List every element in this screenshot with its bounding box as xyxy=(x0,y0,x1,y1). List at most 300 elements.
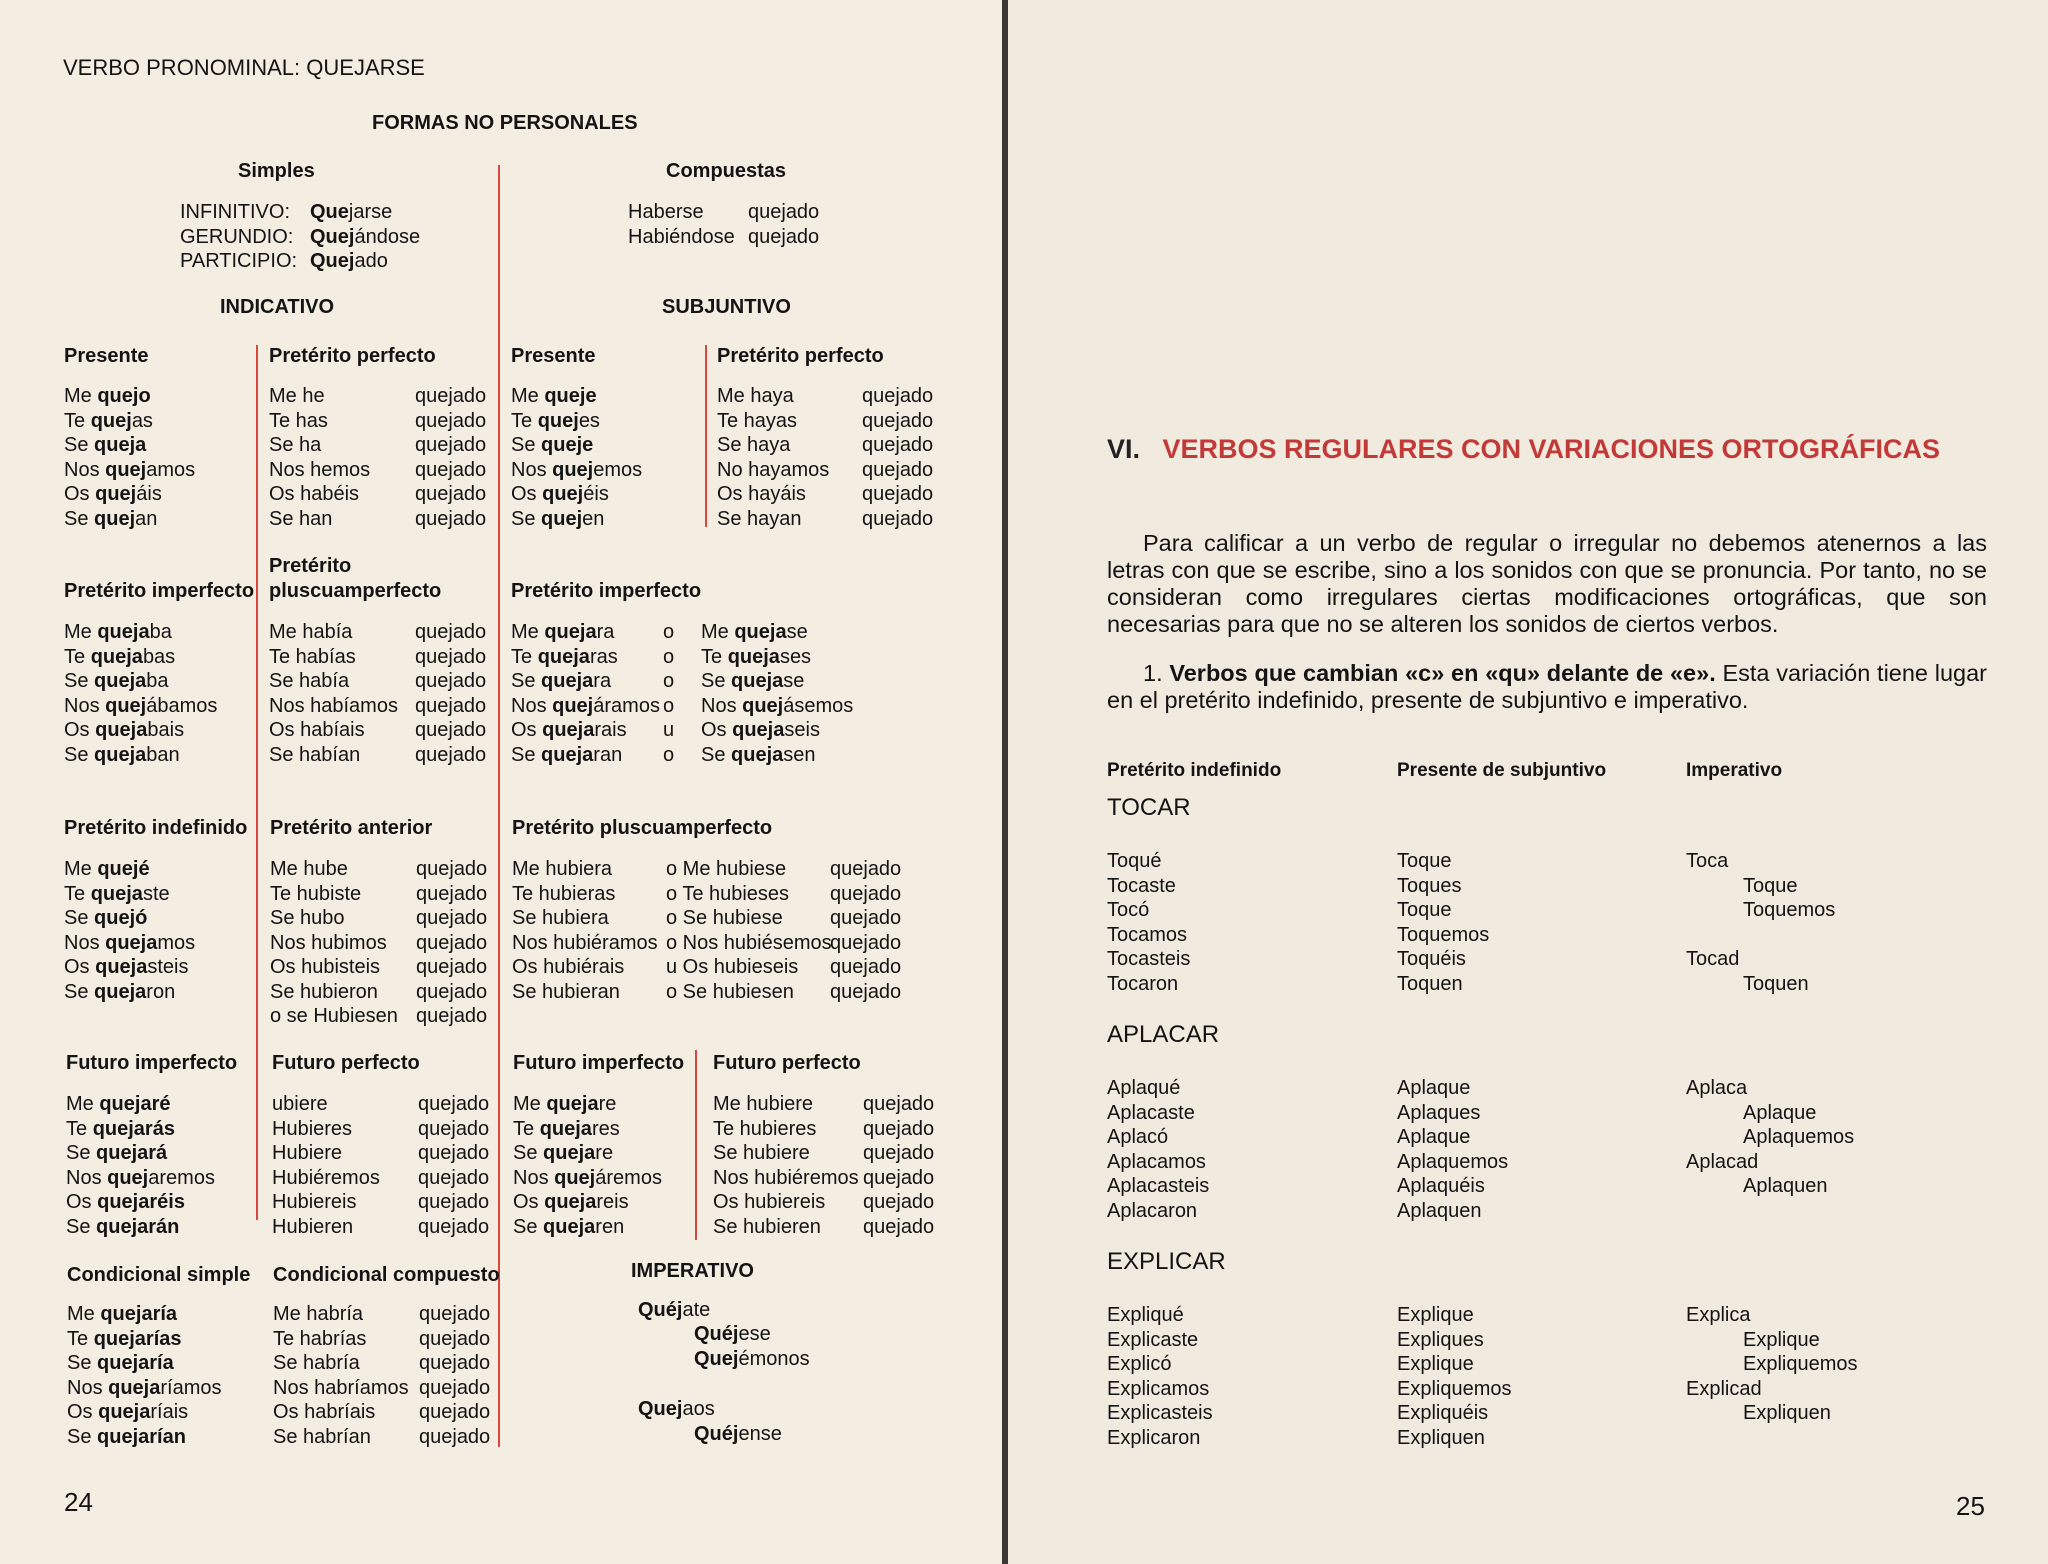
verb-ending: ásemos xyxy=(783,694,854,717)
participle: quejado xyxy=(415,694,487,717)
perfecto-ind-title: Pretérito perfecto xyxy=(269,345,436,367)
participle: quejado xyxy=(415,621,487,643)
presente-sub-title: Presente xyxy=(511,345,596,367)
pronoun: Se xyxy=(67,1425,98,1448)
conjugation-row xyxy=(66,1092,215,1117)
auxiliary: Nos habíamos xyxy=(269,694,398,717)
verb-stem: queja xyxy=(731,670,784,692)
verb-stem: Quej xyxy=(638,1398,683,1420)
conjugation-row xyxy=(269,409,486,434)
conjugation-row xyxy=(511,743,853,768)
pronoun: Se xyxy=(511,434,542,456)
subjuntivo-form: Expliques xyxy=(1397,1328,1484,1351)
pronoun: Se xyxy=(701,743,732,766)
verb-ending: se xyxy=(783,670,805,692)
indefinido-form: Explicasteis xyxy=(1107,1402,1213,1424)
conjugation-row xyxy=(511,694,853,719)
conjugation-row xyxy=(713,1092,934,1117)
pronoun: Me xyxy=(67,1303,101,1325)
conjugation-row xyxy=(513,1166,662,1191)
conjunction: u xyxy=(663,719,675,741)
verb-stem: quej xyxy=(90,409,132,432)
conjugation-row xyxy=(64,669,217,694)
conjugation-row xyxy=(512,980,901,1005)
verb-ending: ra xyxy=(596,621,615,643)
participle: quejado xyxy=(419,1425,491,1448)
plusc-ind-title: Pretérito xyxy=(269,555,352,577)
participle: quejado xyxy=(415,670,487,692)
pronoun: Nos xyxy=(64,458,106,481)
imperativo-form xyxy=(1743,1303,1858,1328)
verb-ending: re xyxy=(598,1093,617,1115)
conjugation-row xyxy=(512,857,901,882)
auxiliary: Nos hubiéramos xyxy=(512,931,658,954)
subjuntivo-form: Explique xyxy=(1397,1353,1474,1375)
subjuntivo-form: Toque xyxy=(1397,850,1452,872)
conjugation-row xyxy=(512,882,901,907)
verb-ending: se xyxy=(786,621,808,643)
participle: quejado xyxy=(416,956,488,978)
participle: quejado xyxy=(830,931,902,954)
futuro-perf-sub-title: Futuro perfecto xyxy=(713,1052,861,1074)
subjuntivo-form: Expliquéis xyxy=(1397,1402,1489,1424)
pronoun: Se xyxy=(64,670,95,692)
conjugation-row xyxy=(713,1190,934,1215)
right-page xyxy=(1008,0,2048,1564)
verb-stem: queja xyxy=(537,645,590,668)
verb-ending: ríamos xyxy=(160,1376,222,1399)
indefinido-form: Explicó xyxy=(1107,1353,1172,1375)
conjugation-row xyxy=(66,1190,215,1215)
indefinido-form: Aplaqué xyxy=(1107,1077,1181,1099)
imperativo-form: Explicad xyxy=(1686,1377,1762,1400)
verb-stem: quejó xyxy=(94,907,148,929)
conjugation-row xyxy=(270,857,487,882)
pronoun: Se xyxy=(513,1215,544,1238)
verb-ending: ron xyxy=(146,980,176,1003)
pronoun: Te xyxy=(64,645,91,668)
conjugation-row xyxy=(64,645,217,670)
participle: quejado xyxy=(419,1327,491,1350)
auxiliary: Te hubieras xyxy=(512,882,616,905)
verb-stem: queja xyxy=(108,1376,161,1399)
verb-stem: quejarías xyxy=(93,1327,182,1350)
conjugation-row xyxy=(64,882,195,907)
verb-ending: éis xyxy=(583,483,609,505)
form-ra xyxy=(511,694,663,719)
conjugation-row xyxy=(511,482,642,507)
participle: quejado xyxy=(862,507,934,530)
presente-ind-title: Presente xyxy=(64,345,149,367)
auxiliary: Me habría xyxy=(273,1303,364,1325)
verb-stem: queja xyxy=(94,980,147,1003)
conjugation-row xyxy=(64,694,217,719)
conjugation-row xyxy=(64,743,217,768)
auxiliary: Hubiéremos xyxy=(272,1166,380,1189)
subjuntivo-form: Expliquen xyxy=(1397,1426,1485,1449)
conjugation-row xyxy=(713,1141,934,1166)
conjugation-row xyxy=(269,507,486,532)
verb-ending: ado xyxy=(354,250,388,272)
form-label: PARTICIPIO: xyxy=(180,250,298,272)
verb-stem: queja xyxy=(94,434,147,456)
indefinido-form: Aplacaron xyxy=(1107,1199,1198,1222)
conjugation-row xyxy=(67,1327,222,1352)
conjugation-row xyxy=(64,433,195,458)
verb-stem: queja xyxy=(90,882,143,905)
pronoun: Se xyxy=(511,507,542,530)
page-number-left: 24 xyxy=(64,1487,93,1517)
form-ra xyxy=(511,718,663,743)
conjugation-row xyxy=(713,1166,934,1191)
column-header: Presente de subjuntivo xyxy=(1397,760,1607,781)
verb-stem: queja xyxy=(544,1191,597,1213)
verb-ending: ese xyxy=(738,1323,771,1345)
conjugation-row xyxy=(273,1302,490,1327)
conjugation-row xyxy=(64,955,195,980)
pronoun: Nos xyxy=(701,694,743,717)
pronoun: Te xyxy=(511,409,538,432)
conjugation-row xyxy=(272,1092,489,1117)
participle: quejado xyxy=(415,743,487,766)
alt-auxiliary: o Se hubiesen xyxy=(666,980,794,1003)
auxiliary: Te hubiste xyxy=(270,882,362,905)
indefinido-form: Tocamos xyxy=(1107,923,1188,946)
condicional-rows xyxy=(67,1302,222,1449)
form-ra xyxy=(511,743,663,768)
verb-ending: ra xyxy=(593,670,612,692)
subjuntivo-label: SUBJUNTIVO xyxy=(662,296,791,318)
verb-ending: an xyxy=(135,507,158,530)
verb-stem: quej xyxy=(94,507,136,530)
verb-stem: queja xyxy=(732,719,785,741)
verb-ending: sen xyxy=(783,743,816,766)
imperative-form xyxy=(694,1422,782,1447)
pronoun: Os xyxy=(511,719,543,741)
participle: quejado xyxy=(830,858,902,880)
verb-ending: ábamos xyxy=(146,694,218,717)
indicativo-divider xyxy=(256,345,258,1220)
section-heading xyxy=(1107,434,1940,465)
auxiliary: Te hayas xyxy=(717,409,798,432)
imperativo-form xyxy=(1743,923,1835,948)
conjugation-row xyxy=(270,882,487,907)
participle: quejado xyxy=(748,225,820,248)
auxiliary: Os hubiereis xyxy=(713,1191,826,1213)
conjugation-row xyxy=(273,1351,490,1376)
alt-auxiliary: o Te hubieses xyxy=(666,882,790,905)
pronoun: Me xyxy=(511,385,545,407)
futuro-perf-ind-title: Futuro perfecto xyxy=(272,1052,420,1074)
verb-stem: quejo xyxy=(97,385,151,407)
conjugation-row xyxy=(273,1425,490,1450)
verb-ending: ren xyxy=(595,1215,625,1238)
imperativo-form: Aplaque xyxy=(1743,1101,1817,1124)
pronoun: Nos xyxy=(511,694,553,717)
indefinido-rows xyxy=(64,857,195,1004)
auxiliary: Te habrías xyxy=(273,1327,367,1350)
verb-stem: quej xyxy=(541,507,583,530)
verb-name: APLACAR xyxy=(1107,1021,1220,1048)
imperativo-form: Aplaquen xyxy=(1743,1175,1828,1197)
participle: quejado xyxy=(863,1117,935,1140)
verb-stem: quejaré xyxy=(99,1093,171,1115)
section-number: VI. xyxy=(1107,434,1141,464)
imperativo-form: Tocad xyxy=(1686,948,1740,970)
conjugation-row xyxy=(64,857,195,882)
verb-stem: queja xyxy=(546,1093,599,1115)
section-title: VERBOS REGULARES CON VARIACIONES ORTOGRÁFICAS xyxy=(1162,434,1941,464)
auxiliary: Me hube xyxy=(270,858,348,880)
conjugation-row xyxy=(513,1117,662,1142)
verb-stem: queja xyxy=(734,621,787,643)
conjugation-row xyxy=(67,1400,222,1425)
verb-stem: quej xyxy=(537,409,579,432)
imperativo-form xyxy=(1686,923,1739,948)
verb-ending: re xyxy=(595,1142,614,1164)
auxiliary: Se hayan xyxy=(717,507,802,530)
verb-ending: res xyxy=(591,1117,620,1140)
alt-auxiliary: o Me hubiese xyxy=(666,858,787,880)
conjugation-row xyxy=(511,409,642,434)
rule-paragraph xyxy=(1107,660,1987,714)
conjugation-row xyxy=(269,694,486,719)
rule-title: Verbos que cambian «c» en «qu» delante de «e». xyxy=(1169,660,1716,686)
conjugation-row xyxy=(513,1215,662,1240)
verb-ending: ense xyxy=(738,1423,782,1445)
conjugation-row xyxy=(512,906,901,931)
conjunction: o xyxy=(663,743,675,766)
participle: quejado xyxy=(862,434,934,456)
conjugation-row xyxy=(513,1190,662,1215)
verb-ending: as xyxy=(131,409,153,432)
imperativo-form xyxy=(1743,1076,1854,1101)
conjugation-row xyxy=(66,1166,215,1191)
verb-stem: queja xyxy=(90,645,143,668)
participle: quejado xyxy=(830,956,902,978)
verb-ending: émonos xyxy=(738,1348,810,1370)
auxiliary: Se hubieran xyxy=(512,980,620,1003)
participle: quejado xyxy=(415,458,487,481)
imperativo-form xyxy=(1686,874,1739,899)
auxiliary: Se hubiere xyxy=(713,1142,810,1164)
participle: quejado xyxy=(416,1005,488,1027)
auxiliary: Haberse xyxy=(628,201,704,223)
conjugation-row xyxy=(717,384,933,409)
pronoun: Nos xyxy=(64,694,106,717)
verb-stem: quej xyxy=(107,1166,149,1189)
imperfecto-ind-title: Pretérito imperfecto xyxy=(64,580,255,602)
auxiliary: Se hubiera xyxy=(512,907,609,929)
form-ra xyxy=(511,669,663,694)
page-number-right: 25 xyxy=(1956,1491,1985,1521)
verb-ending: ándose xyxy=(354,225,421,248)
verb-stem: Quej xyxy=(310,250,355,272)
conjugation-row xyxy=(64,906,195,931)
pronoun: Te xyxy=(513,1117,540,1140)
indefinido-form: Explicaron xyxy=(1107,1426,1201,1449)
verb-ending: ríais xyxy=(150,1401,189,1423)
alt-auxiliary: u Os hubieseis xyxy=(666,956,799,978)
auxiliary: Hubiere xyxy=(272,1142,343,1164)
conjugation-row xyxy=(269,620,486,645)
participle: quejado xyxy=(419,1376,491,1399)
conjugation-row xyxy=(269,458,486,483)
participle: quejado xyxy=(748,201,820,223)
auxiliary: Me he xyxy=(269,385,325,407)
verb-ending: ras xyxy=(589,645,618,668)
pronoun: Se xyxy=(67,1352,98,1374)
auxiliary: No hayamos xyxy=(717,458,830,481)
indefinido-form: Tocaste xyxy=(1107,874,1176,897)
conjunction: o xyxy=(663,645,675,668)
verb-ending: ban xyxy=(146,743,180,766)
verb-ending: bais xyxy=(147,719,185,741)
conjugation-row xyxy=(511,718,853,743)
conjugation-row xyxy=(269,384,486,409)
verb-stem: quej xyxy=(542,483,584,505)
conjugation-row xyxy=(513,1092,662,1117)
verb-stem: Quéj xyxy=(694,1423,739,1445)
auxiliary: Se habría xyxy=(273,1352,360,1374)
verb-stem: quejaréis xyxy=(97,1191,185,1213)
auxiliary: Se hubieren xyxy=(713,1215,821,1238)
imperativo-form xyxy=(1743,1426,1858,1451)
auxiliary: o se Hubiesen xyxy=(270,1005,398,1027)
conjugation-row xyxy=(64,482,195,507)
conjugation-row xyxy=(511,645,853,670)
imperativo-form xyxy=(1686,898,1739,923)
pronoun: Se xyxy=(64,743,95,766)
imperativo-form: Aplaquemos xyxy=(1743,1126,1855,1148)
participle: quejado xyxy=(415,409,487,432)
subjuntivo-form-list xyxy=(1397,1076,1508,1223)
participle: quejado xyxy=(415,385,487,407)
verb-stem: Quej xyxy=(310,225,355,248)
verb-ending: emos xyxy=(593,458,643,481)
subjuntivo-form: Toque xyxy=(1397,899,1452,921)
auxiliary: Os hubisteis xyxy=(270,956,381,978)
rule-number: 1. xyxy=(1143,660,1163,686)
simples-list xyxy=(180,200,420,274)
conjugation-row xyxy=(511,458,642,483)
pronoun: Os xyxy=(64,956,96,978)
conjugation-row xyxy=(64,384,195,409)
conjugation-row xyxy=(272,1117,489,1142)
conjugation-row xyxy=(717,409,933,434)
conjugation-row xyxy=(512,955,901,980)
auxiliary: Os habríais xyxy=(273,1401,376,1423)
conjugation-row xyxy=(64,458,195,483)
auxiliary: Te has xyxy=(269,409,328,432)
conjugation-row xyxy=(511,669,853,694)
participle: quejado xyxy=(863,1093,935,1115)
perfecto-sub-rows xyxy=(717,384,933,531)
verb-stem: quejaría xyxy=(100,1303,178,1325)
verb-stem: quejará xyxy=(96,1142,168,1164)
pronoun: Nos xyxy=(64,931,106,954)
participle: quejado xyxy=(416,882,488,905)
indefinido-form-list xyxy=(1107,1076,1209,1223)
conjugation-row xyxy=(717,458,933,483)
imperativo-form: Expliquemos xyxy=(1743,1353,1858,1375)
pronoun: Se xyxy=(64,907,95,929)
verb-stem: queja xyxy=(539,1117,592,1140)
conjugation-row xyxy=(717,507,933,532)
auxiliary: Os hayáis xyxy=(717,483,806,505)
auxiliary: Me había xyxy=(269,621,353,643)
auxiliary: Se hubo xyxy=(270,907,345,929)
imperativo-form-list xyxy=(1686,849,1739,996)
verb-ending: rais xyxy=(594,719,627,741)
pronoun: Me xyxy=(64,385,98,407)
verb-ending: reis xyxy=(596,1191,629,1213)
conjugation-row xyxy=(717,482,933,507)
pronoun: Os xyxy=(66,1191,98,1213)
participle: quejado xyxy=(830,907,902,929)
pronoun: Se xyxy=(66,1215,97,1238)
conjugation-row xyxy=(270,955,487,980)
pronoun: Te xyxy=(64,409,91,432)
conjugation-row xyxy=(270,1004,487,1029)
participle: quejado xyxy=(862,409,934,432)
pronoun: Os xyxy=(67,1401,99,1423)
verb-stem: quejarás xyxy=(92,1117,175,1140)
auxiliary: Se han xyxy=(269,507,333,530)
verb-ending: amos xyxy=(146,458,196,481)
indefinido-form: Tocasteis xyxy=(1107,948,1191,970)
futuro-perf-ind-rows xyxy=(272,1092,489,1239)
imperfecto-sub-title: Pretérito imperfecto xyxy=(511,580,702,602)
verb-stem: quej xyxy=(554,1166,596,1189)
subjuntivo-form: Toquemos xyxy=(1397,923,1490,946)
pronoun: Me xyxy=(66,1093,100,1115)
running-head: VERBO PRONOMINAL: QUEJARSE xyxy=(63,55,425,80)
indefinido-form: Aplacamos xyxy=(1107,1150,1206,1173)
participle: quejado xyxy=(416,980,488,1003)
verb-name: EXPLICAR xyxy=(1107,1248,1226,1275)
participle: quejado xyxy=(418,1215,490,1238)
plusc-sub-rows xyxy=(512,857,901,1004)
auxiliary: Nos hubiéremos xyxy=(713,1166,859,1189)
participle: quejado xyxy=(862,385,934,407)
column-header: Pretérito indefinido xyxy=(1107,760,1282,781)
indefinido-form-list xyxy=(1107,1303,1213,1450)
imperative-form xyxy=(638,1397,715,1422)
perfecto-ind-rows xyxy=(269,384,486,531)
participle: quejado xyxy=(418,1166,490,1189)
anterior-title: Pretérito anterior xyxy=(270,817,433,839)
conjugation-row xyxy=(511,620,853,645)
participle: quejado xyxy=(415,507,487,530)
conjugation-row xyxy=(511,507,642,532)
pronoun: Os xyxy=(513,1191,545,1213)
plusc-ind-rows xyxy=(269,620,486,767)
verb-stem: queja xyxy=(542,719,595,741)
cond-comp-title: Condicional compuesto xyxy=(273,1264,500,1286)
pronoun: Te xyxy=(64,882,91,905)
pronoun: Te xyxy=(67,1327,94,1350)
conjugation-row xyxy=(272,1141,489,1166)
imperative-form xyxy=(694,1322,771,1347)
auxiliary: Os hubiérais xyxy=(512,956,625,978)
imperative-form xyxy=(694,1347,810,1372)
verb-stem: queja xyxy=(95,719,148,741)
subjuntivo-form: Aplaque xyxy=(1397,1126,1471,1148)
participle: quejado xyxy=(419,1303,491,1325)
auxiliary: Te habías xyxy=(269,645,356,668)
imperativo-form: Aplacad xyxy=(1686,1150,1759,1173)
